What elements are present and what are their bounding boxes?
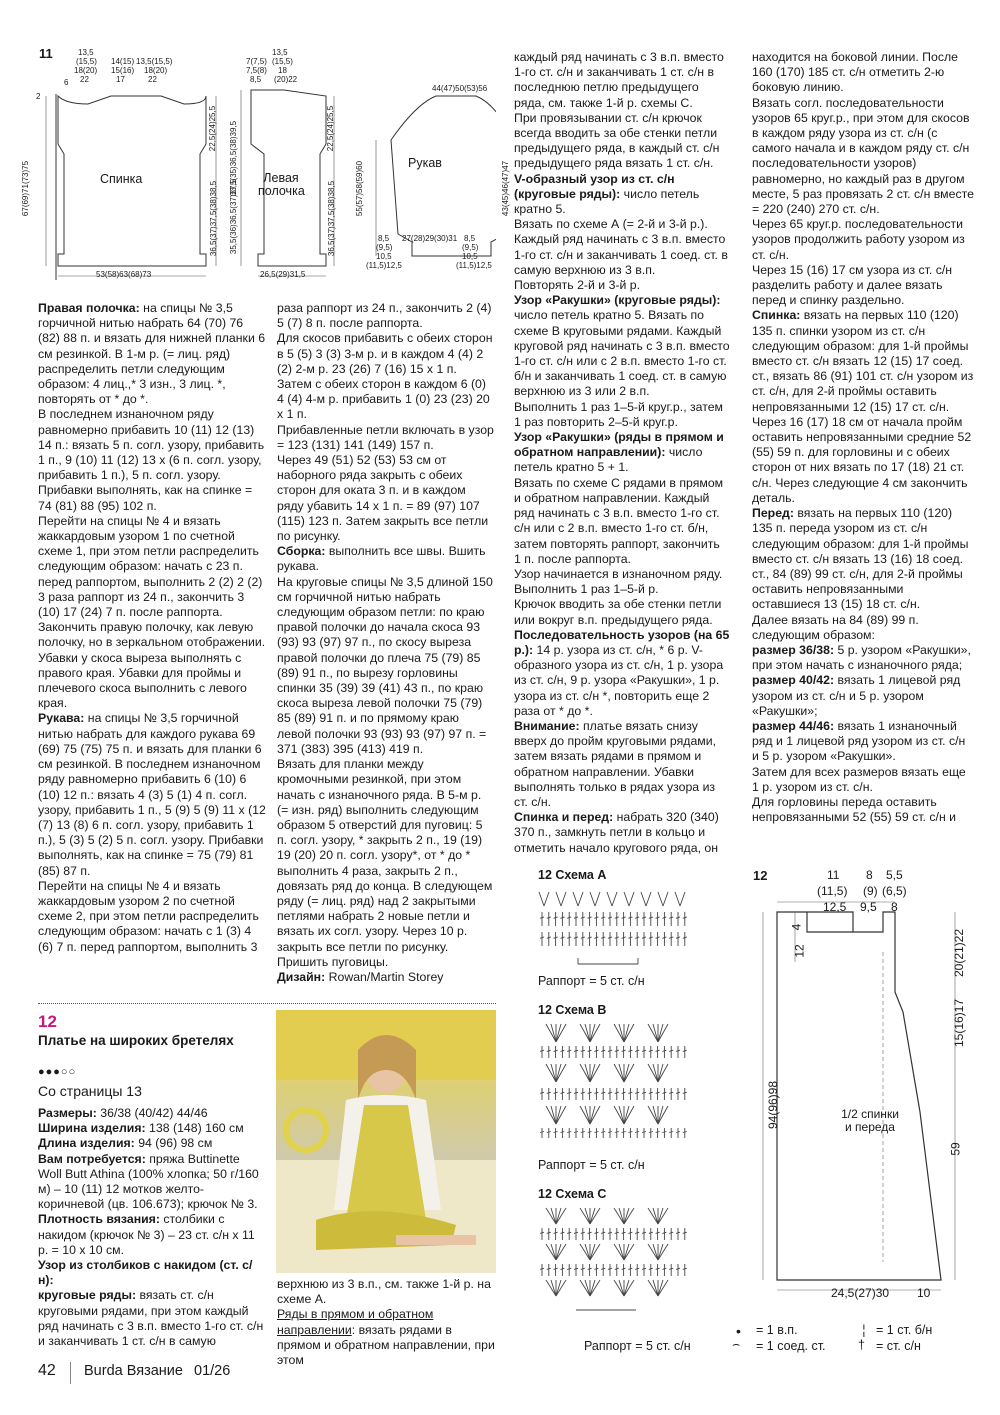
diagram-11: 11 13,5 (15,5) 18(20) 22 14(15) 15(16) 17 13,5(15,5) 18(20) 22 2 6 Спинка 67(69)71(73)75 22,5(24)25,5 36,5(37)37,5(38)38,5 53(58)63(68)73 13,5 7(7,5) (15,5) 7,5(8) 18 8,5 (20)22 Левая полочка 33,5(35)36,5(38)39,5 35,5(36)36,5(37)37,5 22,5(24)25,5 36,5(37)37,5(38)38,5 26,5(29)31,5 44(47)50(53)56 Рукав 55(57)58(59)60 43(45)46(47)47 27(28)29(30)31 8,5 (9,5) 10,5 (11,5)12,5 8,5 (9,5) 10,5 (11,5)12,5 bbox=[36, 44, 496, 280]
scheme-b-rapport: Раппорт = 5 ст. с/н bbox=[538, 1158, 645, 1172]
scheme-c-rapport: Раппорт = 5 ст. с/н bbox=[584, 1339, 691, 1353]
scheme-a-title: 12 Схема А bbox=[538, 868, 607, 882]
text-column-4: находится на боковой линии. После 160 (170) 185 ст. с/н отметить 2-ю боковую линию. Вязать согл. последовательности узоров 65 круг.р., при этом для скосов в каждом ряду узора из ст. с/н (с самого начала и в каждом ряду ст. с/н последовательности узоров) равномерно, но каждый раз в другом месте, 5 раз провязать 2 ст. с/н вместе = 220 (240) 270 ст. с/н. Через 65 круг.р. последовательности узоров продолжить работу узором из ст. с/н. Через 15 (16) 17 см узора из ст. с/н разделить работу и далее вязать перед и спинку раздельно. Спинка: вязать на первых 110 (120) 135 п. спинки узором из ст. с/н следующим образом: для 1-й проймы вместо ст. с/н вязать 12 (15) 17 соед. ст., вязать 86 (91) 101 ст. с/н узором из ст. с/н, для 2-й проймы оставить непровязанными 12 (15) 17 ст. с/н. Через 16 (17) 18 см от начала пройм оставить непровязанными средние 52 (55) 59 п. для горловины и с обеих сторон от них вязать по 17 (18) 21 ст. с/н. Через следующие 4 см закончить деталь. Перед: вязать на первых 110 (120) 135 п. переда узором из ст. с/н следующим образом: для 1-й проймы вместо ст. с/н вязать 13 (16) 18 соед. ст., 84 (89) 99 ст. с/н, для 2-й проймы оставить непровязанными оставшиеся 13 (15) 18 ст. с/н. Далее вязать на 84 (89) 99 п. следующим образом: размер 36/38: 5 р. узором «Ракушки», при этом начать с изнаночного ряда; размер 40/42: вязать 1 лицевой ряд узором из ст. с/н и 5 р. узором «Ракушки»; размер 44/46: вязать 1 изнаночный ряд и 1 лицевой ряд узором из ст. с/н и 5 р. узором «Ракушки». Затем для всех размеров вязать еще 1 р. узором из ст. с/н. Для горловины переда оставить непровязанными 52 (55) 59 ст. с/н и bbox=[752, 50, 974, 825]
difficulty-dots: ●●●○○ bbox=[38, 1066, 77, 1078]
text-column-1: Правая полочка: на спицы № 3,5 горчичной нитью набрать 64 (70) 76 (82) 88 п. и вязать для нижней планки 6 см резинкой. В 1-м р. (= лиц. ряд) распределить петли следующим образом: 4 лиц.,* 3 изн., 3 лиц. *, повторять от * до *. В последнем изнаночном ряду равномерно прибавить 10 (11) 12 (13) 14 п.: вязать 5 п. согл. узору, прибавить 1 п., 9 (10) 11 (12) 13 х (6 п. согл. узору, прибавить 1 п.), 5 п. согл. узору. Прибавки выполнять, как на спинке = 74 (81) 88 (95) 102 п. Перейти на спицы № 4 и вязать жаккардовым узором 1 по счетной схеме 1, при этом петли распределить следующим образом: начать с 23 п. перед раппортом, выполнить 2 (2) 2 (2) 3 раза раппорт из 24 п., закончить 3 (10) 17 (24) 7 п. после раппорта. Закончить правую полочку, как левую полочку, но в зеркальном отображении. Убавки у скоса выреза выполнять с правого края. Убавки для проймы и плечевого скоса выполнить с левого края. Рукава: на спицы № 3,5 горчичной нитью набрать для каждого рукава 69 (69) 75 (75) 75 п. и вязать для планки 6 см резинкой. В последнем изнаночном ряду равномерно прибавить 6 (10) 6 (10) 12 п.: вязать 4 (3) 5 (1) 4 п. согл. узору, прибавить 1 п., 5 (9) 5 (9) 11 х (12 (7) 13 (8) 6 п. согл. узору, прибавить 1 п.), 5 (3) 5 (2) 5 п. согл. узору. Прибавки выполнять, как на спинке = 75 (79) 81 (85) 87 п. Перейти на спицы № 4 и вязать жаккардовым узором 2 по счетной схеме 2, при этом петли распределить следующим образом: начать с 1 (3) 4 (6) 7 п. перед раппортом, выполнить 3 bbox=[38, 301, 266, 954]
dress-schematic bbox=[745, 862, 980, 1302]
source-page: Со страницы 13 bbox=[38, 1083, 142, 1099]
front-title: Левая полочка bbox=[258, 171, 305, 198]
slip-stitch-icon: ⌢ bbox=[732, 1337, 741, 1351]
text-column-2: раза раппорт из 24 п., закончить 2 (4) 5 (7) 8 п. после раппорта. Для скосов прибавить с обеих сторон в 5 (5) 3 (3) 3-м р. и в каждом 4 (4) 2 (2) 2-м р. 23 (26) 7 (16) 15 х 1 п. Затем с обеих сторон в каждом 6 (0) 4 (4) 4-м р. прибавить 1 (0) 23 (23) 20 х 1 п. Прибавленные петли включать в узор = 123 (131) 141 (149) 157 п. Через 49 (51) 52 (53) 53 см от наборного ряда закрыть с обеих сторон для оката 3 п. и в каждом ряду убавить 14 х 1 п. = 89 (97) 107 (115) 123 п. Затем закрыть все петли по рисунку. Сборка: выполнить все швы. Вшить рукава. На круговые спицы № 3,5 длиной 150 см горчичной нитью набрать следующим образом петли: по краю правой полочки до начала скоса 93 (93) 93 (97) 97 п., по скосу выреза правой полочки до плеча 75 (79) 85 (89) 91 п., по вырезу горловины спинки 35 (39) 39 (41) 43 п., по краю скоса выреза левой полочки 75 (79) 85 (89) 91 п. и по прямому краю левой полочки 93 (93) 93 (97) 97 п. = 371 (383) 395 (413) 419 п. Вязать для планки между кромочными резинкой, при этом начать с изнаночного ряда. В 5-м р. (= изн. ряд) выполнить следующим образом 5 отверстий для пуговиц: 5 п. согл. узору, * закрыть 2 п., 19 (19) 19 (20) 20 п. согл. узору*, от * до * выполнить 4 раза, закрыть 2 п., довязать ряд до конца. В следующем ряду (= лиц. ряд) над 2 закрытыми петлями набрать 2 новые петли и вязать их согл. узору. Через 10 р. закрыть все петли по рисунку. Пришить пуговицы. Дизайн: Rowan/Martin Storey bbox=[277, 301, 494, 984]
article-title: Платье на широких бретелях bbox=[38, 1033, 234, 1048]
scheme-b-title: 12 Схема В bbox=[538, 1003, 607, 1017]
article-specs: Размеры: 36/38 (40/42) 44/46 Ширина изделия: 138 (148) 160 см Длина изделия: 94 (96) 98 см Вам потребуется: пряжа Buttinette Woll Butt Athina (100% хлопка; 50 г/160 м) – 10 (11) 12 мотков желто-коричневой (цв. 106.673); крючок № 3. Плотность вязания: столбики с накидом (крючок № 3) – 23 ст. с/н х 11 р. = 10 х 10 см. Узор из столбиков с накидом (ст. с/н): круговые ряды: вязать ст. с/н круговыми рядами, при этом каждый ряд начинать с 3 в.п. вместо 1-го ст. с/н и заканчивать 1 ст. с/н в самую bbox=[38, 1106, 264, 1349]
diagram-12: 12 11 (11,5) 8 (9) 5,5 (6,5) 12,5 9,5 8 20(21)22 15(16)17 59 12 4 94(96)98 1/2 спинки и переда 24,5(27)30 10 bbox=[745, 862, 980, 1302]
section-divider bbox=[38, 1003, 496, 1004]
single-crochet-icon: ╎ bbox=[860, 1324, 868, 1338]
chain-stitch-icon: • bbox=[736, 1323, 741, 1339]
diagram-number: 12 bbox=[753, 868, 768, 883]
photo-illustration bbox=[276, 1010, 496, 1273]
scheme-a-rapport: Раппорт = 5 ст. с/н bbox=[538, 974, 645, 988]
scheme-a-chart bbox=[536, 886, 696, 966]
issue-number: 01/26 bbox=[194, 1363, 231, 1379]
diagram-number: 11 bbox=[39, 46, 53, 61]
magazine-name: Burda Вязание bbox=[84, 1363, 183, 1379]
model-photo bbox=[276, 1010, 496, 1273]
double-crochet-icon: † bbox=[858, 1338, 865, 1352]
legend: • = 1 в.п. ⌢ = 1 соед. ст. ╎ = 1 ст. б/н † = ст. с/н bbox=[732, 1323, 933, 1353]
back-title: Спинка bbox=[100, 172, 143, 186]
scheme-c-title: 12 Схема С bbox=[538, 1187, 607, 1201]
scheme-b-chart bbox=[536, 1020, 696, 1145]
text-column-3: каждый ряд начинать с 3 в.п. вместо 1-го ст. с/н и заканчивать 1 ст. с/н в последнюю петлю предыдущего ряда, см. также 1-й р. схемы С. При провязывании ст. с/н крючок всегда вводить за обе стенки петли предыдущего ряда, в каждый ст. с/н предыдущего ряда вязать 1 ст. с/н. V-образный узор из ст. с/н (круговые ряды): число петель кратно 5. Вязать по схеме А (= 2-й и 3-й р.). Каждый ряд начинать с 3 в.п. вместо 1-го ст. с/н и заканчивать 1 соед. ст. в самую верхнюю из 3 в.п. Повторять 2-й и 3-й р. Узор «Ракушки» (круговые ряды): число петель кратно 5. Вязать по схеме В круговыми рядами. Каждый круговой ряд начинать с 3 в.п. вместо 1-го ст. с/н или с 2 в.п. вместо 1-го ст. б/н и заканчивать 1 соед. ст. в самую верхнюю из 3 или 2 в.п. Выполнить 1 раз 1–5-й круг.р., затем 1 раз повторить 2–5-й круг.р. Узор «Ракушки» (ряды в прямом и обратном направлении): число петель кратно 5 + 1. Вязать по схеме С рядами в прямом и обратном направлении. Каждый ряд начинать с 3 в.п. вместо 1-го ст. с/н или с 2 в.п. вместо 1-го ст. б/н, затем повторять раппорт, закончить 1 п. после раппорта. Узор начинается в изнаночном ряду. Выполнить 1 раз 1–5-й р. Крючок вводить за обе стенки петли или вокруг в.п. предыдущего ряда. Последовательность узоров (на 65 р.): 14 р. узора из ст. с/н, * 6 р. V-образного узора из ст. с/н, 1 р. узора из ст. с/н, 9 р. узора «Ракушки», 1 р. узора из ст. с/н *, повторить еще 2 раза от * до *. Внимание: платье вязать снизу вверх до пройм круговыми рядами, затем вязать рядами в прямом и обратном направлении. Убавки выполнять только в рядах узора из ст. с/н. Спинка и перед: набрать 320 (340) 370 п., замкнуть петли в кольцо и отметить начало кругового ряда, он bbox=[514, 50, 730, 855]
footer-divider bbox=[70, 1362, 71, 1384]
article-continuation: верхнюю из 3 в.п., см. также 1-й р. на схеме А. Ряды в прямом и обратном направлении: вязать рядами в прямом и обратном направлении, при этом bbox=[277, 1277, 495, 1368]
article-number: 12 bbox=[38, 1012, 57, 1031]
sleeve-title: Рукав bbox=[408, 156, 442, 170]
page-number: 42 bbox=[38, 1362, 56, 1379]
diagram-center-label: 1/2 спинки и переда bbox=[841, 1107, 899, 1134]
scheme-c-chart bbox=[536, 1204, 696, 1314]
